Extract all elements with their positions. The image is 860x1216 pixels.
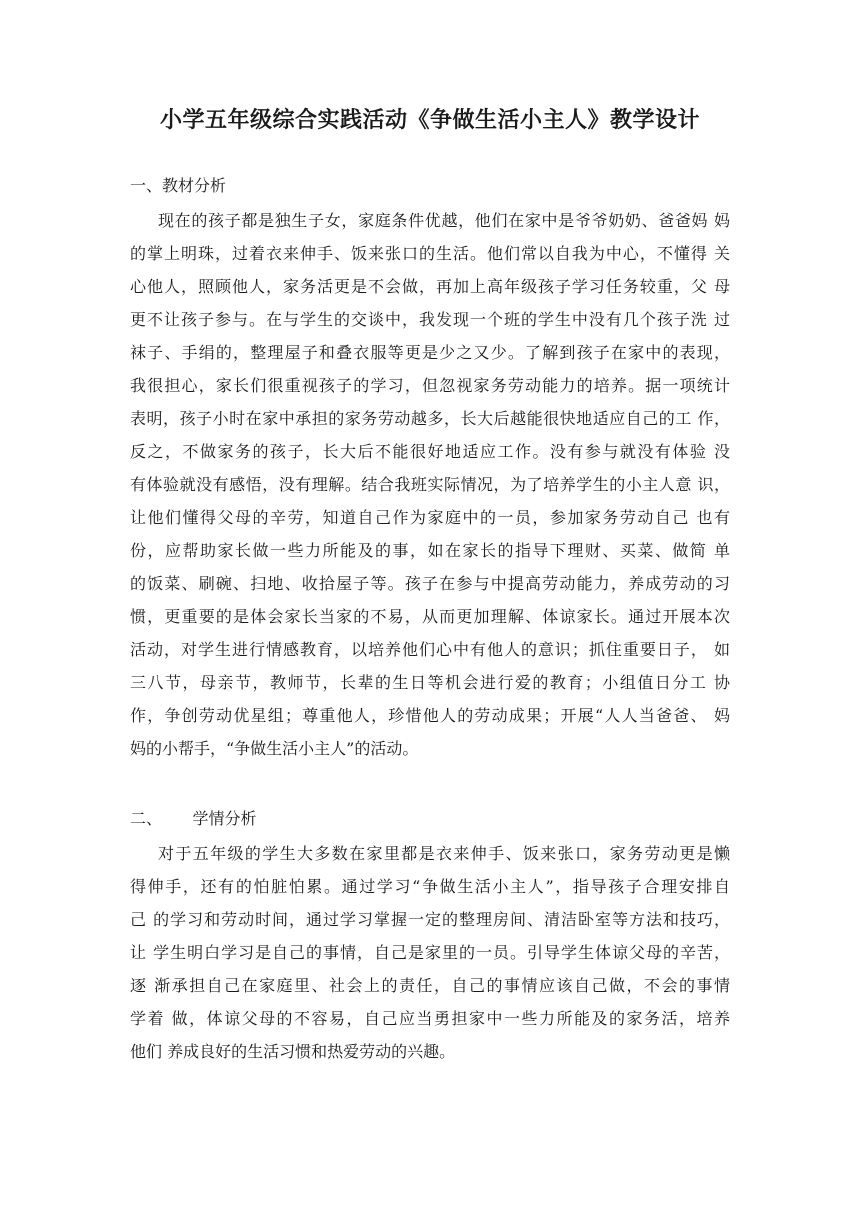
paragraph-line: 他们 养成良好的生活习惯和热爱劳动的兴趣。 bbox=[130, 1042, 456, 1061]
paragraph-line: 惯，更重要的是体会家长当家的不易，从而更加理解、体谅家长。通过开展本次 bbox=[130, 607, 730, 626]
section-heading-textbook-analysis: 一、教材分析 bbox=[130, 176, 227, 195]
paragraph-line: 三八节，母亲节，教师节，长辈的生日等机会进行爱的教育；小组值日分工 协 bbox=[130, 673, 730, 692]
paragraph-line: 我很担心，家长们很重视孩子的学习，但忽视家务劳动能力的培养。据一项统计 bbox=[130, 376, 730, 395]
paragraph-line: 更不让孩子参与。在与学生的交谈中，我发现一个班的学生中没有几个孩子洗 过 bbox=[130, 310, 730, 329]
paragraph-line: 现在的孩子都是独生子女，家庭条件优越，他们在家中是爷爷奶奶、爸爸妈 妈 bbox=[158, 211, 730, 230]
paragraph-line: 让 学生明白学习是自己的事情，自己是家里的一员。引导学生体谅父母的辛苦， bbox=[130, 943, 730, 962]
paragraph-line: 己 的学习和劳动时间，通过学习掌握一定的整理房间、清洁卧室等方法和技巧， bbox=[130, 910, 730, 929]
paragraph-line: 的饭菜、刷碗、扫地、收拾屋子等。孩子在参与中提高劳动能力，养成劳动的习 bbox=[130, 574, 730, 593]
paragraph-line: 反之，不做家务的孩子，长大后不能很好地适应工作。没有参与就没有体验 没 bbox=[130, 442, 730, 461]
paragraph-line: 活动，对学生进行情感教育，以培养他们心中有他人的意识；抓住重要日子， 如 bbox=[130, 640, 730, 659]
paragraph-line: 学着 做，体谅父母的不容易，自己应当勇担家中一些力所能及的家务活，培养 bbox=[130, 1009, 730, 1028]
paragraph-line: 份，应帮助家长做一些力所能及的事，如在家长的指导下理财、买菜、做简 单 bbox=[130, 541, 730, 560]
paragraph-line: 作，争创劳动优星组；尊重他人，珍惜他人的劳动成果；开展“人人当爸爸、 妈 bbox=[130, 706, 730, 725]
paragraph-line: 表明，孩子小时在家中承担的家务劳动越多，长大后越能很快地适应自己的工 作， bbox=[130, 409, 730, 428]
paragraph-line: 让他们懂得父母的辛劳，知道自己作为家庭中的一员，参加家务劳动自己 也有 bbox=[130, 508, 730, 527]
paragraph-line: 心他人，照顾他人，家务活更是不会做，再加上高年级孩子学习任务较重，父 母 bbox=[130, 277, 730, 296]
paragraph-line: 妈的小帮手，“争做生活小主人”的活动。 bbox=[130, 739, 419, 758]
paragraph-line: 对于五年级的学生大多数在家里都是衣来伸手、饭来张口，家务劳动更是懒 bbox=[158, 844, 730, 863]
paragraph-line: 逐 渐承担自己在家庭里、社会上的责任，自己的事情应该自己做，不会的事情 bbox=[130, 976, 730, 995]
section-heading-learner-analysis: 二、 学情分析 bbox=[130, 809, 257, 828]
paragraph-line: 袜子、手绢的，整理屋子和叠衣服等更是少之又少。了解到孩子在家中的表现， bbox=[130, 343, 730, 362]
document-title: 小学五年级综合实践活动《争做生活小主人》教学设计 bbox=[159, 107, 700, 133]
paragraph-line: 有体验就没有感悟，没有理解。结合我班实际情况，为了培养学生的小主人意 识， bbox=[130, 475, 730, 494]
paragraph-line: 得伸手，还有的怕脏怕累。通过学习“争做生活小主人”，指导孩子合理安排自 bbox=[130, 877, 730, 896]
paragraph-line: 的掌上明珠，过着衣来伸手、饭来张口的生活。他们常以自我为中心，不懂得 关 bbox=[130, 244, 730, 263]
